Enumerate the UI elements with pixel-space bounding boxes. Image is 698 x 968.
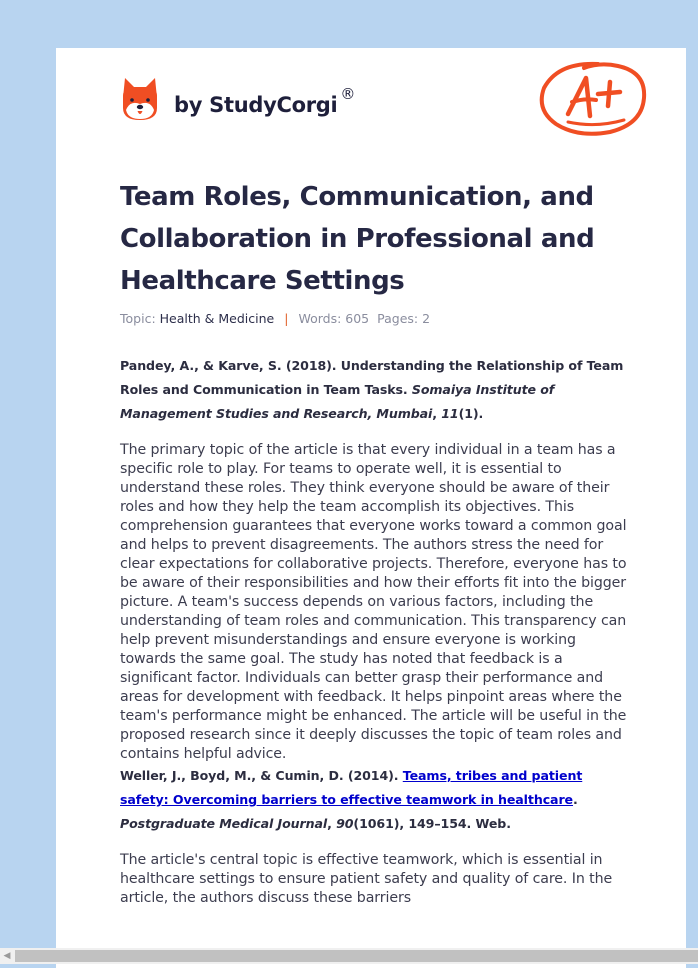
reference-1-journal: Somaiya Institute of Management Studies and Research, Mumbai xyxy=(120,382,555,421)
word-count: Words: 605 xyxy=(298,311,370,326)
reference-1-comma: , xyxy=(432,406,442,421)
reference-2-comma: , xyxy=(327,816,337,831)
topic-link[interactable]: Health & Medicine xyxy=(159,311,275,326)
reference-2-volume: 90 xyxy=(336,816,354,831)
registered-mark: ® xyxy=(340,85,356,103)
reference-2-journal: Postgraduate Medical Journal xyxy=(120,816,328,831)
document-page xyxy=(56,48,686,968)
paragraph-1: The primary topic of the article is that every individual in a team has a specific role to play. For teams to operate well, it is essential to understand these roles. They think everyone should be aware of their roles and how they help the team accomplish its objectives. This comprehension guarantees that everyone works toward a common goal and helps to prevent disagreements. The authors stress the need for clear expectations for collaborative projects. Therefore, everyone has to be aware of their responsibilities and how their efforts fit into the bigger picture. A team's success depends on various factors, including the understanding of team roles and communication. This transparency can help prevent misunderstandings and ensure everyone is working towards the same goal. The study has noted that feedback is a significant factor. Individuals can better grasp their performance and areas for development with feedback. It helps pinpoint areas where the team's performance might be enhanced. The article will be useful in the proposed research since it deeply discusses the topic of team roles and contains helpful advice. xyxy=(120,442,627,762)
page-count: Pages: 2 xyxy=(377,311,431,326)
document-body xyxy=(120,354,632,908)
reference-2-pages: (1061), 149–154. Web. xyxy=(353,816,511,831)
document-title: Team Roles, Communication, and Collaboration in Professional and Healthcare Settings xyxy=(120,182,595,296)
topic-label: Topic: xyxy=(120,311,156,326)
corgi-logo-icon xyxy=(120,76,160,122)
reference-2-period: . xyxy=(573,792,578,807)
horizontal-scrollbar[interactable] xyxy=(0,948,698,964)
brand-name xyxy=(174,85,356,117)
scrollbar-thumb[interactable] xyxy=(15,950,698,962)
paragraph-2: The article's central topic is effective teamwork, which is essential in healthcare settings to ensure patient safety and quality of care. In the article, the authors discuss these barriers xyxy=(120,852,613,906)
brand-name-text: by StudyCorgi xyxy=(174,93,338,117)
reference-1 xyxy=(120,354,632,426)
reference-1-text: Pandey, A., & Karve, S. (2018). Understanding the Relationship of Team Roles and Communication in Team Tasks. xyxy=(120,358,624,397)
reference-1-issue: (1). xyxy=(458,406,484,421)
reference-2 xyxy=(120,764,632,836)
reference-2-link[interactable]: Teams, tribes and patient safety: Overcoming barriers to effective teamwork in healthcare xyxy=(120,768,583,807)
meta-separator: | xyxy=(284,311,289,326)
scroll-left-arrow-icon[interactable]: ◀ xyxy=(3,951,11,961)
reference-1-volume: 11 xyxy=(441,406,459,421)
document-meta xyxy=(120,311,430,326)
brand-header xyxy=(120,74,355,124)
reference-2-text: Weller, J., Boyd, M., & Cumin, D. (2014). xyxy=(120,768,403,783)
spacer xyxy=(120,426,632,441)
spacer xyxy=(120,836,632,851)
a-plus-grade-icon xyxy=(538,58,648,140)
